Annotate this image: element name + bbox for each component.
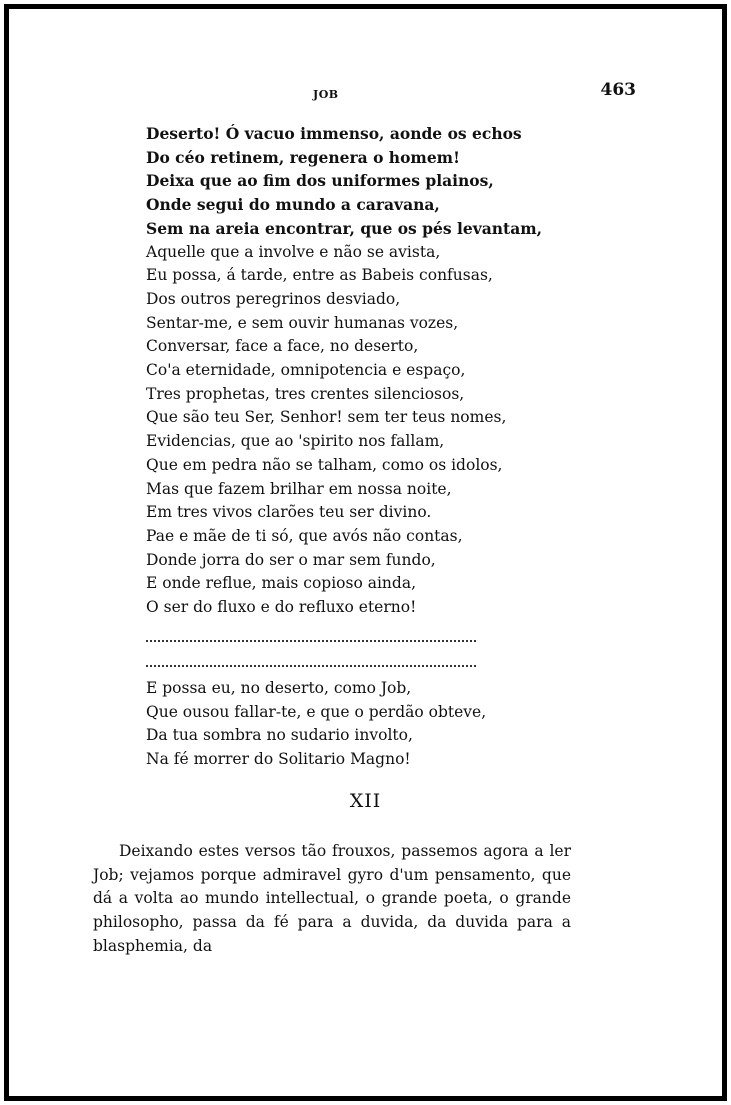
poem-line: Tres prophetas, tres crentes silenciosos, bbox=[146, 384, 465, 403]
poem-line: Deserto! Ó vacuo immenso, aonde os echos bbox=[146, 124, 522, 143]
poem-line: Que ousou fallar-te, e que o perdão obteve, bbox=[146, 702, 487, 721]
poem-stanza bbox=[146, 122, 542, 620]
poem-line: Do céo retinem, regenera o homem! bbox=[146, 147, 460, 167]
section-heading: XII bbox=[349, 790, 382, 812]
poem-line: Co'a eternidade, omnipotencia e espaço, bbox=[146, 361, 466, 380]
poem-line: Eu possa, á tarde, entre as Babeis confusas, bbox=[146, 266, 493, 285]
poem-line: Dos outros peregrinos desviado, bbox=[146, 289, 401, 308]
poem-line: Mas que fazem brilhar em nossa noite, bbox=[146, 479, 452, 498]
poem-closing-stanza bbox=[146, 677, 486, 772]
poem-line: Sem na areia encontrar, que os pés levantam, bbox=[146, 218, 543, 238]
poem-line: Onde segui do mundo a caravana, bbox=[146, 195, 440, 215]
poem-line: Conversar, face a face, no deserto, bbox=[146, 337, 419, 356]
poem-line: Donde jorra do ser o mar sem fundo, bbox=[146, 550, 436, 569]
poem-line: E possa eu, no deserto, como Job, bbox=[146, 679, 412, 697]
poem-line: Aquelle que a involve e não se avista, bbox=[146, 242, 441, 261]
poem-line: Pae e mãe de ti só, que avós não contas, bbox=[146, 526, 463, 545]
poem-line: E onde reflue, mais copioso ainda, bbox=[146, 574, 416, 593]
poem-line: Que são teu Ser, Senhor! sem ter teus nomes, bbox=[146, 408, 507, 427]
poem-line: Que em pedra não se talham, como os idolos, bbox=[146, 455, 503, 474]
poem-line: Da tua sombra no sudario involto, bbox=[146, 726, 413, 745]
poem-line: Sentar-me, e sem ouvir humanas vozes, bbox=[146, 313, 459, 332]
ellipsis-divider bbox=[146, 665, 476, 667]
running-title: JOB bbox=[313, 88, 339, 101]
poem-line: Evidencias, que ao 'spirito nos fallam, bbox=[146, 432, 445, 451]
poem-line: Na fé morrer do Solitario Magno! bbox=[146, 750, 411, 769]
ellipsis-divider bbox=[146, 640, 476, 642]
poem-line: Em tres vivos clarões teu ser divino. bbox=[146, 503, 432, 522]
poem-line: O ser do fluxo e do refluxo eterno! bbox=[146, 598, 417, 617]
body-paragraph: Deixando estes versos tão frouxos, passemos agora a ler Job; vejamos porque admiravel gyro d'um pensamento, que dá a volta ao mundo intellectual, o grande poeta, o grande philosopho, passa da fé para a duvida, da duvida para a blasphemia, da bbox=[93, 842, 571, 955]
page-number: 463 bbox=[600, 80, 636, 100]
poem-line: Deixa que ao fim dos uniformes plainos, bbox=[146, 171, 494, 191]
